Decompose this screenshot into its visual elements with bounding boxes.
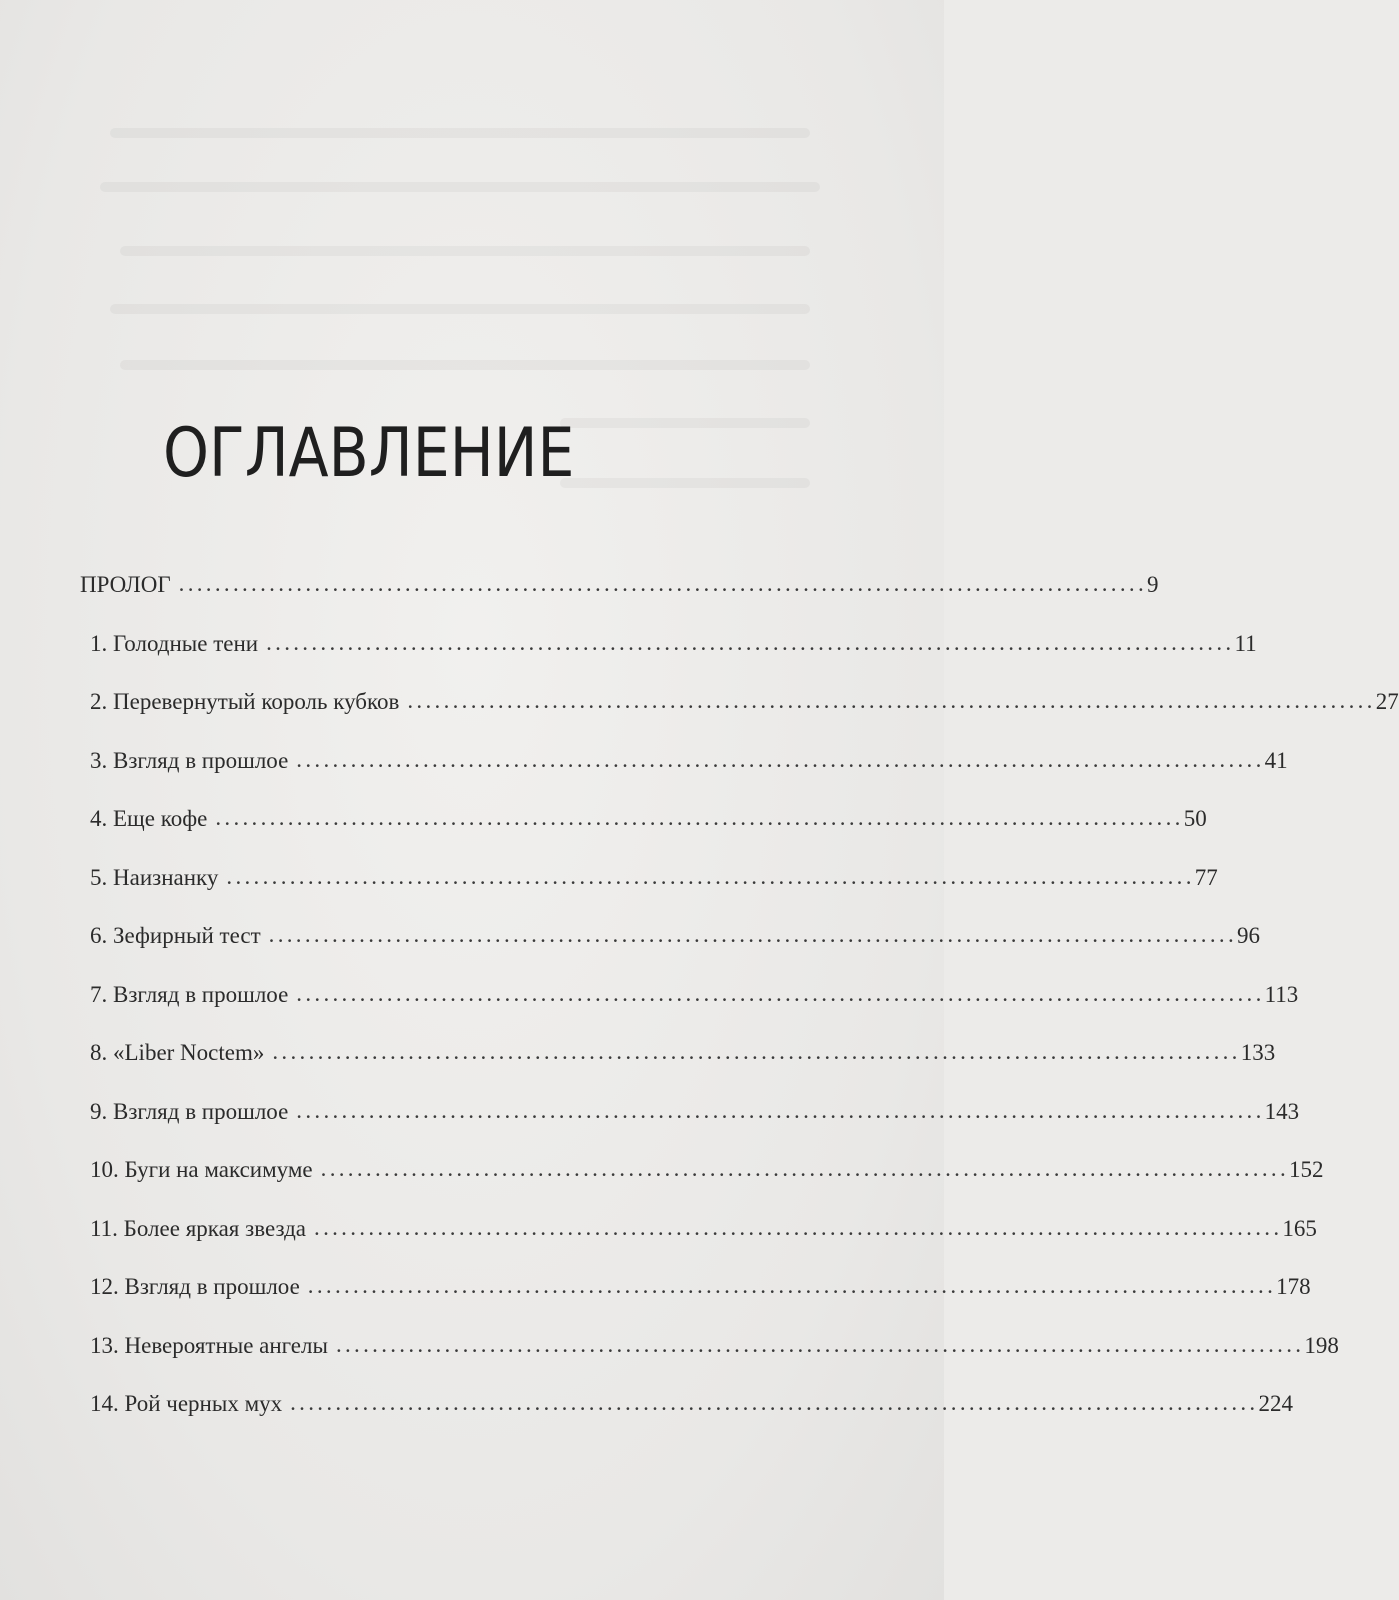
toc-entry (80, 1331, 1339, 1392)
toc-entry-page: 178 (1276, 1274, 1311, 1299)
toc-entry-title: 7. Взгляд в прошлое (90, 981, 289, 1007)
dot-leader: ........................................................................................................... (335, 1331, 1305, 1357)
toc-entry-title: 2. Перевернутый король кубков (90, 689, 400, 714)
toc-entry-title: ПРОЛОГ (80, 572, 171, 597)
toc-entry-page: 152 (1289, 1157, 1324, 1182)
dot-leader: ........................................................................................................... (226, 863, 1195, 889)
toc-entry-page: 133 (1240, 1040, 1276, 1065)
toc-entry-prologue (80, 571, 1159, 631)
dot-leader: ........................................................................................................... (320, 1156, 1289, 1181)
toc-entry-title: 11. Более яркая звезда (90, 1215, 307, 1241)
page-title: ОГЛАВЛЕНИЕ (163, 414, 575, 493)
toc-entry (80, 629, 1257, 690)
toc-entry-page: 113 (1264, 981, 1299, 1007)
toc-entry-title: 8. «Liber Noctem» (90, 1040, 265, 1065)
toc-entry (80, 746, 1288, 807)
dot-leader: ........................................................................................................... (215, 805, 1184, 830)
toc-entry (80, 1390, 1293, 1450)
toc-entry-title: 9. Взгляд в прошлое (90, 1098, 289, 1124)
toc-entry (80, 1273, 1311, 1333)
toc-entry-title: 10. Буги на максимуме (90, 1157, 313, 1182)
toc-entry-title: 13. Невероятные ангелы (90, 1332, 328, 1358)
toc-entry-page: 77 (1194, 864, 1218, 890)
dot-leader: ........................................................................................................... (178, 571, 1148, 596)
dot-leader: ........................................................................................................... (296, 746, 1265, 772)
toc-entry-title: 5. Наизнанку (90, 864, 219, 890)
dot-leader: ........................................................................................................... (290, 1390, 1259, 1415)
toc-entry-title: 1. Голодные тени (90, 630, 259, 656)
table-of-contents (80, 571, 1399, 1450)
toc-entry (80, 688, 1399, 748)
toc-entry-title: 4. Еще кофе (90, 806, 208, 831)
toc-entry-title: 6. Зефирный тест (90, 923, 261, 948)
dot-leader: ........................................................................................................... (314, 1214, 1283, 1240)
toc-entry (80, 1156, 1324, 1216)
toc-entry-page: 224 (1258, 1391, 1293, 1416)
toc-entry-title: 14. Рой черных мух (90, 1391, 283, 1416)
dot-leader: ........................................................................................................... (296, 1097, 1265, 1123)
toc-entry (80, 922, 1260, 982)
dot-leader: ........................................................................................................... (268, 922, 1237, 947)
toc-entry (80, 1039, 1276, 1099)
toc-entry-page: 198 (1304, 1332, 1339, 1358)
toc-entry (80, 980, 1299, 1041)
dot-leader: ........................................................................................................... (307, 1273, 1277, 1298)
toc-entry (80, 1214, 1317, 1275)
toc-entry-page: 11 (1234, 630, 1257, 656)
toc-entry-page: 27 (1375, 689, 1399, 714)
toc-entry-title: 12. Взгляд в прошлое (90, 1274, 300, 1299)
dot-leader: ........................................................................................................... (266, 629, 1235, 655)
toc-entry-title: 3. Взгляд в прошлое (90, 747, 289, 773)
dot-leader: ........................................................................................................... (296, 980, 1265, 1006)
toc-entry (80, 1097, 1300, 1158)
toc-entry-page: 143 (1264, 1098, 1300, 1124)
toc-entry (80, 863, 1218, 924)
dot-leader: ........................................................................................................... (272, 1039, 1241, 1064)
dot-leader: ........................................................................................................... (407, 688, 1376, 713)
toc-entry-page: 41 (1264, 747, 1288, 773)
toc-entry-page: 9 (1147, 572, 1159, 597)
toc-entry-page: 96 (1237, 923, 1260, 948)
toc-entry-page: 165 (1282, 1215, 1317, 1241)
toc-entry-page: 50 (1183, 806, 1207, 831)
toc-entry (80, 805, 1207, 865)
